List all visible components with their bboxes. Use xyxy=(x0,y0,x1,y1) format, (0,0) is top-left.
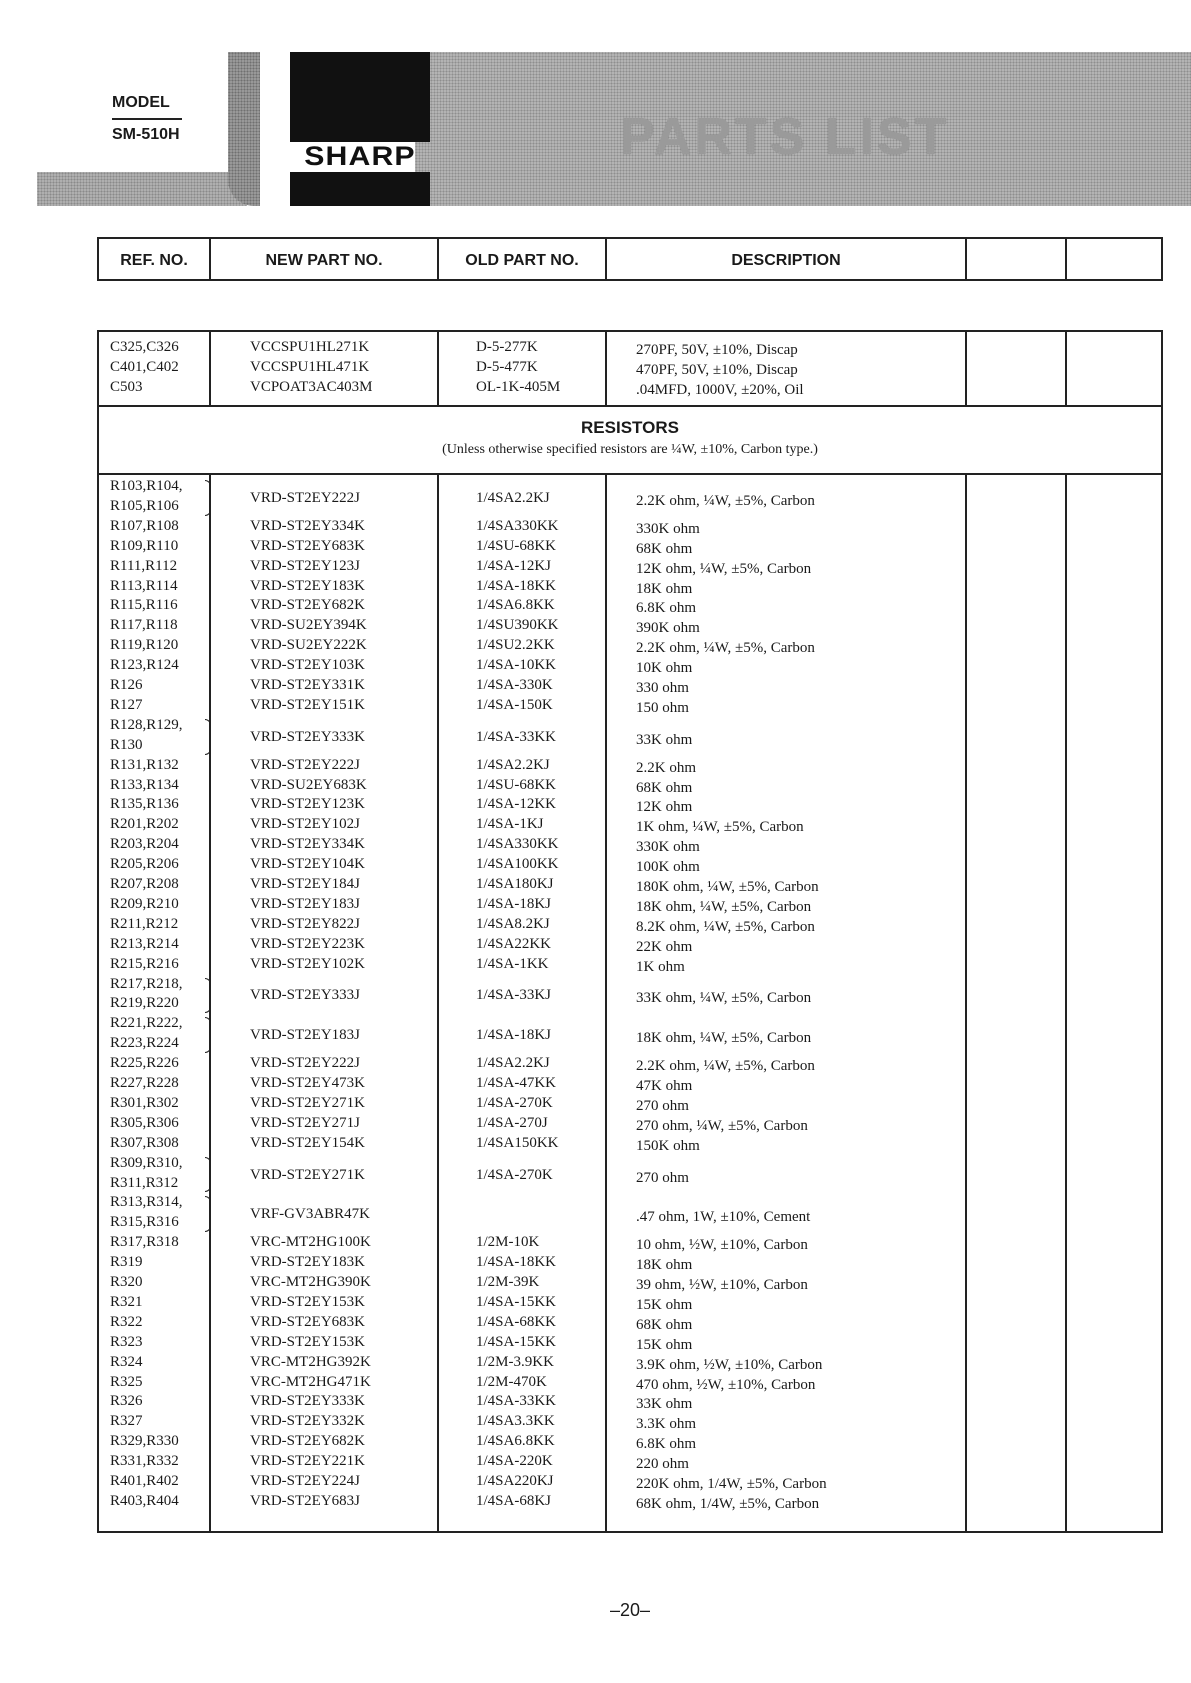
ref-no: R111,R112 xyxy=(110,557,178,574)
old-part-no: 1/4SA-33KJ xyxy=(476,987,552,1004)
description: 1K ohm, ¼W, ±5%, Carbon xyxy=(636,819,804,836)
new-part-no: VRD-ST2EY822J xyxy=(250,915,361,932)
new-part-no: VRD-ST2EY683K xyxy=(250,1313,365,1330)
logo-block-bottom xyxy=(290,172,430,206)
col-divider xyxy=(965,332,967,405)
grouping-brace xyxy=(205,978,211,1014)
description: 33K ohm xyxy=(636,731,693,748)
description: 2.2K ohm, ¼W, ±5%, Carbon xyxy=(636,492,815,509)
col-divider xyxy=(437,332,439,405)
ref-no: R107,R108 xyxy=(110,517,179,534)
new-part-no: VRF-GV3ABR47K xyxy=(250,1206,371,1223)
description: 270 ohm xyxy=(636,1169,689,1186)
old-part-no: 1/4SU-68KK xyxy=(476,776,557,793)
section-title-resistors: RESISTORS xyxy=(581,418,679,437)
ref-no: R319 xyxy=(110,1254,143,1271)
old-part-no: 1/4SA6.8KK xyxy=(476,597,555,614)
old-part-no: 1/4SA-330K xyxy=(476,677,553,693)
old-part-no: 1/4SA-18KK xyxy=(476,1254,557,1271)
ref-no: R135,R136 xyxy=(110,796,179,813)
ref-no: R315,R316 xyxy=(110,1214,179,1231)
ref-no: R401,R402 xyxy=(110,1473,179,1489)
new-part-no: VRC-MT2HG471K xyxy=(250,1373,371,1390)
new-part-no: VRD-ST2EY224J xyxy=(250,1473,361,1489)
old-part-no: 1/4SA-15KK xyxy=(476,1293,557,1310)
ref-no: R126 xyxy=(110,677,143,693)
ref-no: R323 xyxy=(110,1333,143,1350)
ref-no: R215,R216 xyxy=(110,955,179,972)
old-part-no: 1/4SA-12KJ xyxy=(476,557,552,574)
new-part-no: VRD-ST2EY331K xyxy=(250,677,365,693)
description: 330K ohm xyxy=(636,839,700,856)
new-part-no: VRD-ST2EY102J xyxy=(250,816,361,833)
new-part-no: VRD-ST2EY333J xyxy=(250,987,361,1004)
description: 10 ohm, ½W, ±10%, Carbon xyxy=(636,1237,808,1254)
old-part-no: 1/4SA-68KK xyxy=(476,1313,557,1330)
ref-no: R221,R222, xyxy=(110,1015,183,1032)
description: 68K ohm xyxy=(636,1316,693,1333)
new-part-no: VRD-ST2EY151K xyxy=(250,696,365,713)
description: 18K ohm, ¼W, ±5%, Carbon xyxy=(636,1030,812,1047)
old-part-no: 1/4SA330KK xyxy=(476,836,559,853)
new-part-no: VRD-ST2EY123K xyxy=(250,796,365,813)
col-divider xyxy=(1065,332,1067,405)
description: 8.2K ohm, ¼W, ±5%, Carbon xyxy=(636,918,815,935)
new-part-no: VRD-ST2EY271K xyxy=(250,1166,365,1183)
ref-no: C325,C326 xyxy=(110,339,179,355)
col-divider xyxy=(965,473,967,1531)
ref-no: R133,R134 xyxy=(110,776,179,793)
model-label: MODEL xyxy=(112,94,170,111)
description: 150 ohm xyxy=(636,699,689,716)
old-part-no: 1/2M-10K xyxy=(476,1234,540,1251)
old-part-no: 1/4SA-270J xyxy=(476,1114,548,1131)
old-part-no: 1/4SA-47KK xyxy=(476,1075,557,1091)
old-part-no: 1/2M-39K xyxy=(476,1274,540,1290)
old-part-no: 1/4SU-68KK xyxy=(476,537,557,554)
old-part-no: 1/4SA180KJ xyxy=(476,876,554,892)
new-part-no: VRD-ST2EY333K xyxy=(250,728,365,745)
new-part-no: VCCSPU1HL271K xyxy=(250,339,370,355)
ref-no: R109,R110 xyxy=(110,537,179,554)
old-part-no: 1/4SA2.2KJ xyxy=(476,756,550,773)
ref-no: R307,R308 xyxy=(110,1134,179,1151)
description: 3.3K ohm xyxy=(636,1416,696,1433)
description: 270 ohm, ¼W, ±5%, Carbon xyxy=(636,1117,808,1134)
description: 2.2K ohm, ¼W, ±5%, Carbon xyxy=(636,1058,815,1075)
new-part-no: VRC-MT2HG392K xyxy=(250,1353,371,1370)
old-part-no: 1/4SA6.8KK xyxy=(476,1433,555,1450)
grouping-brace xyxy=(205,1157,211,1193)
description: 18K ohm, ¼W, ±5%, Carbon xyxy=(636,898,812,915)
ref-no: R324 xyxy=(110,1353,143,1370)
column-header-row xyxy=(97,237,1163,281)
col-divider xyxy=(605,332,607,405)
old-part-no: 1/4SA-68KJ xyxy=(476,1492,552,1509)
description: 68K ohm xyxy=(636,779,693,796)
description: 10K ohm xyxy=(636,660,693,677)
old-part-no: 1/4SA-18KJ xyxy=(476,895,552,912)
new-part-no: VRD-ST2EY183K xyxy=(250,577,365,594)
section-divider xyxy=(99,405,1161,407)
ref-no: R219,R220 xyxy=(110,995,179,1012)
new-part-no: VRD-ST2EY153K xyxy=(250,1293,365,1310)
old-part-no: 1/4SA-220K xyxy=(476,1453,553,1470)
description: 12K ohm, ¼W, ±5%, Carbon xyxy=(636,560,812,577)
old-part-no: 1/2M-470K xyxy=(476,1373,547,1390)
new-part-no: VRD-ST2EY332K xyxy=(250,1413,365,1430)
new-part-no: VRD-ST2EY223K xyxy=(250,935,365,952)
new-part-no: VRD-ST2EY222J xyxy=(250,1055,361,1072)
new-part-no: VRD-ST2EY183K xyxy=(250,1254,365,1271)
ref-no: R105,R106 xyxy=(110,497,179,514)
old-part-no: 1/4SA3.3KK xyxy=(476,1413,555,1430)
ref-no: R320 xyxy=(110,1274,143,1290)
ref-no: R305,R306 xyxy=(110,1114,179,1131)
description: 47K ohm xyxy=(636,1078,693,1094)
old-part-no: 1/4SA2.2KJ xyxy=(476,489,550,506)
ref-no: R117,R118 xyxy=(110,617,178,634)
new-part-no: VRD-ST2EY154K xyxy=(250,1134,365,1151)
page-number: –20– xyxy=(610,1600,651,1620)
old-part-no: 1/4SA-10KK xyxy=(476,657,557,674)
old-part-no: 1/4SA-18KK xyxy=(476,577,557,594)
col-old-part-no: OLD PART NO. xyxy=(465,252,579,269)
ref-no: R211,R212 xyxy=(110,915,179,932)
old-part-no: 1/4SA-12KK xyxy=(476,796,557,813)
ref-no: R313,R314, xyxy=(110,1194,183,1211)
ref-no: R131,R132 xyxy=(110,756,179,773)
ref-no: R321 xyxy=(110,1293,143,1310)
old-part-no: 1/4SA2.2KJ xyxy=(476,1055,550,1072)
old-part-no: 1/4SA22KK xyxy=(476,935,552,952)
ref-no: R326 xyxy=(110,1393,143,1410)
ref-no: R115,R116 xyxy=(110,597,178,614)
old-part-no: 1/4SA220KJ xyxy=(476,1473,554,1489)
col-new-part-no: NEW PART NO. xyxy=(265,252,383,269)
grouping-brace xyxy=(205,1196,211,1232)
new-part-no: VRD-ST2EY153K xyxy=(250,1333,365,1350)
ref-no: R209,R210 xyxy=(110,895,179,912)
old-part-no: 1/4SA-33KK xyxy=(476,728,557,745)
description: 270 ohm xyxy=(636,1097,689,1114)
section-note: (Unless otherwise specified resistors are ¼W, ±10%, Carbon type.) xyxy=(442,442,818,457)
new-part-no: VRD-ST2EY271K xyxy=(250,1094,365,1111)
col-divider xyxy=(437,473,439,1531)
description: 12K ohm xyxy=(636,799,693,816)
new-part-no: VRD-ST2EY222J xyxy=(250,489,361,506)
new-part-no: VRD-ST2EY473K xyxy=(250,1075,365,1091)
description: 15K ohm xyxy=(636,1336,693,1353)
description: 470 ohm, ½W, ±10%, Carbon xyxy=(636,1376,816,1393)
old-part-no: 1/4SA-270K xyxy=(476,1166,553,1183)
new-part-no: VCPOAT3AC403M xyxy=(250,378,373,395)
description: 33K ohm, ¼W, ±5%, Carbon xyxy=(636,990,812,1007)
old-part-no: 1/4SU2.2KK xyxy=(476,637,555,654)
description: 390K ohm xyxy=(636,620,700,637)
new-part-no: VRD-ST2EY683J xyxy=(250,1492,361,1509)
old-part-no: D-5-477K xyxy=(476,358,538,375)
description: 1K ohm xyxy=(636,958,685,975)
ref-no: R203,R204 xyxy=(110,836,179,853)
old-part-no: 1/4SA100KK xyxy=(476,856,559,873)
ref-no: R309,R310, xyxy=(110,1154,183,1171)
description: 18K ohm xyxy=(636,580,693,597)
new-part-no: VRD-ST2EY333K xyxy=(250,1393,365,1410)
old-part-no: 1/4SA-150K xyxy=(476,696,553,713)
model-value: SM-510H xyxy=(112,126,180,143)
old-part-no: 1/4SA-18KJ xyxy=(476,1027,552,1044)
old-part-no: D-5-277K xyxy=(476,339,538,355)
ref-no: R123,R124 xyxy=(110,657,179,674)
new-part-no: VRD-ST2EY334K xyxy=(250,836,365,853)
col-ref-no: REF. NO. xyxy=(120,252,188,269)
col-description: DESCRIPTION xyxy=(731,252,841,269)
description: 68K ohm, 1/4W, ±5%, Carbon xyxy=(636,1495,820,1512)
ref-no: C503 xyxy=(110,378,143,395)
ref-no: R327 xyxy=(110,1413,143,1430)
ref-no: R201,R202 xyxy=(110,816,179,833)
description: 3.9K ohm, ½W, ±10%, Carbon xyxy=(636,1356,823,1373)
brand-logo: SHARP xyxy=(304,141,416,171)
description: 470PF, 50V, ±10%, Discap xyxy=(636,361,798,378)
old-part-no: 1/4SA-1KK xyxy=(476,955,549,972)
old-part-no: 1/4SA-33KK xyxy=(476,1393,557,1410)
ref-no: R301,R302 xyxy=(110,1094,179,1111)
old-part-no: 1/4SA330KK xyxy=(476,517,559,534)
new-part-no: VRD-SU2EY683K xyxy=(250,776,367,793)
ref-no: R213,R214 xyxy=(110,935,179,952)
ref-no: R325 xyxy=(110,1373,143,1390)
grouping-brace xyxy=(205,719,211,755)
ref-no: R205,R206 xyxy=(110,856,179,873)
logo-block-top xyxy=(290,52,430,142)
ref-no: R225,R226 xyxy=(110,1055,179,1072)
description: 330K ohm xyxy=(636,520,700,537)
new-part-no: VRD-ST2EY682K xyxy=(250,1433,365,1450)
old-part-no: 1/4SA-1KJ xyxy=(476,816,544,833)
description: 220K ohm, 1/4W, ±5%, Carbon xyxy=(636,1476,827,1492)
description: 33K ohm xyxy=(636,1396,693,1413)
header-band-curve xyxy=(228,52,260,206)
new-part-no: VRD-SU2EY394K xyxy=(250,617,367,634)
ref-no: C401,C402 xyxy=(110,358,179,375)
grouping-brace xyxy=(205,1017,211,1053)
ref-no: R227,R228 xyxy=(110,1075,179,1091)
ref-no: R331,R332 xyxy=(110,1453,179,1470)
description: 2.2K ohm, ¼W, ±5%, Carbon xyxy=(636,640,815,657)
description: 2.2K ohm xyxy=(636,759,696,776)
old-part-no: 1/4SA-270K xyxy=(476,1094,553,1111)
description: 6.8K ohm xyxy=(636,600,696,617)
new-part-no: VRD-ST2EY682K xyxy=(250,597,365,614)
old-part-no: OL-1K-405M xyxy=(476,378,561,395)
ref-no: R311,R312 xyxy=(110,1174,179,1191)
ref-no: R317,R318 xyxy=(110,1234,179,1251)
ref-no: R223,R224 xyxy=(110,1035,179,1052)
col-divider xyxy=(1065,473,1067,1531)
old-part-no: 1/2M-3.9KK xyxy=(476,1353,554,1370)
new-part-no: VRD-ST2EY102K xyxy=(250,955,365,972)
col-divider xyxy=(605,473,607,1531)
page-title: PARTS LIST xyxy=(620,108,950,166)
old-part-no: 1/4SA-15KK xyxy=(476,1333,557,1350)
ref-no: R329,R330 xyxy=(110,1433,179,1450)
description: 100K ohm xyxy=(636,859,700,876)
ref-no: R322 xyxy=(110,1313,143,1330)
description: .04MFD, 1000V, ±20%, Oil xyxy=(636,381,804,398)
new-part-no: VCCSPU1HL471K xyxy=(250,358,370,375)
ref-no: R217,R218, xyxy=(110,975,183,992)
model-divider xyxy=(112,118,182,120)
new-part-no: VRD-ST2EY103K xyxy=(250,657,365,674)
ref-no: R207,R208 xyxy=(110,876,179,892)
new-part-no: VRD-ST2EY104K xyxy=(250,856,365,873)
description: 180K ohm, ¼W, ±5%, Carbon xyxy=(636,879,819,895)
description: 15K ohm xyxy=(636,1296,693,1313)
description: 18K ohm xyxy=(636,1257,693,1274)
ref-no: R113,R114 xyxy=(110,577,178,594)
old-part-no: 1/4SU390KK xyxy=(476,617,559,634)
ref-no: R127 xyxy=(110,696,143,713)
new-part-no: VRD-ST2EY222J xyxy=(250,756,361,773)
col-divider xyxy=(1065,239,1067,279)
old-part-no: 1/4SA8.2KJ xyxy=(476,915,550,932)
grouping-brace xyxy=(205,480,211,516)
col-divider xyxy=(209,332,211,405)
ref-no: R403,R404 xyxy=(110,1492,179,1509)
col-divider xyxy=(965,239,967,279)
description: 150K ohm xyxy=(636,1137,700,1154)
new-part-no: VRD-ST2EY123J xyxy=(250,557,361,574)
ref-no: R128,R129, xyxy=(110,716,183,733)
new-part-no: VRD-ST2EY183J xyxy=(250,895,361,912)
ref-no: R119,R120 xyxy=(110,637,179,654)
header-band-left xyxy=(37,172,247,206)
description: 22K ohm xyxy=(636,938,693,955)
description: 330 ohm xyxy=(636,680,689,696)
description: 6.8K ohm xyxy=(636,1436,696,1453)
new-part-no: VRC-MT2HG100K xyxy=(250,1234,371,1251)
description: 39 ohm, ½W, ±10%, Carbon xyxy=(636,1277,808,1293)
description: .47 ohm, 1W, ±10%, Cement xyxy=(636,1209,811,1226)
description: 220 ohm xyxy=(636,1456,689,1473)
new-part-no: VRD-ST2EY221K xyxy=(250,1453,365,1470)
description: 270PF, 50V, ±10%, Discap xyxy=(636,342,798,358)
ref-no: R103,R104, xyxy=(110,478,183,494)
new-part-no: VRD-ST2EY334K xyxy=(250,517,365,534)
new-part-no: VRD-ST2EY683K xyxy=(250,537,365,554)
old-part-no: 1/4SA150KK xyxy=(476,1134,559,1151)
section-divider xyxy=(99,473,1161,475)
new-part-no: VRD-SU2EY222K xyxy=(250,637,367,654)
new-part-no: VRD-ST2EY184J xyxy=(250,876,361,892)
ref-no: R130 xyxy=(110,736,143,753)
new-part-no: VRC-MT2HG390K xyxy=(250,1274,371,1290)
new-part-no: VRD-ST2EY271J xyxy=(250,1114,361,1131)
new-part-no: VRD-ST2EY183J xyxy=(250,1027,361,1044)
description: 68K ohm xyxy=(636,540,693,557)
